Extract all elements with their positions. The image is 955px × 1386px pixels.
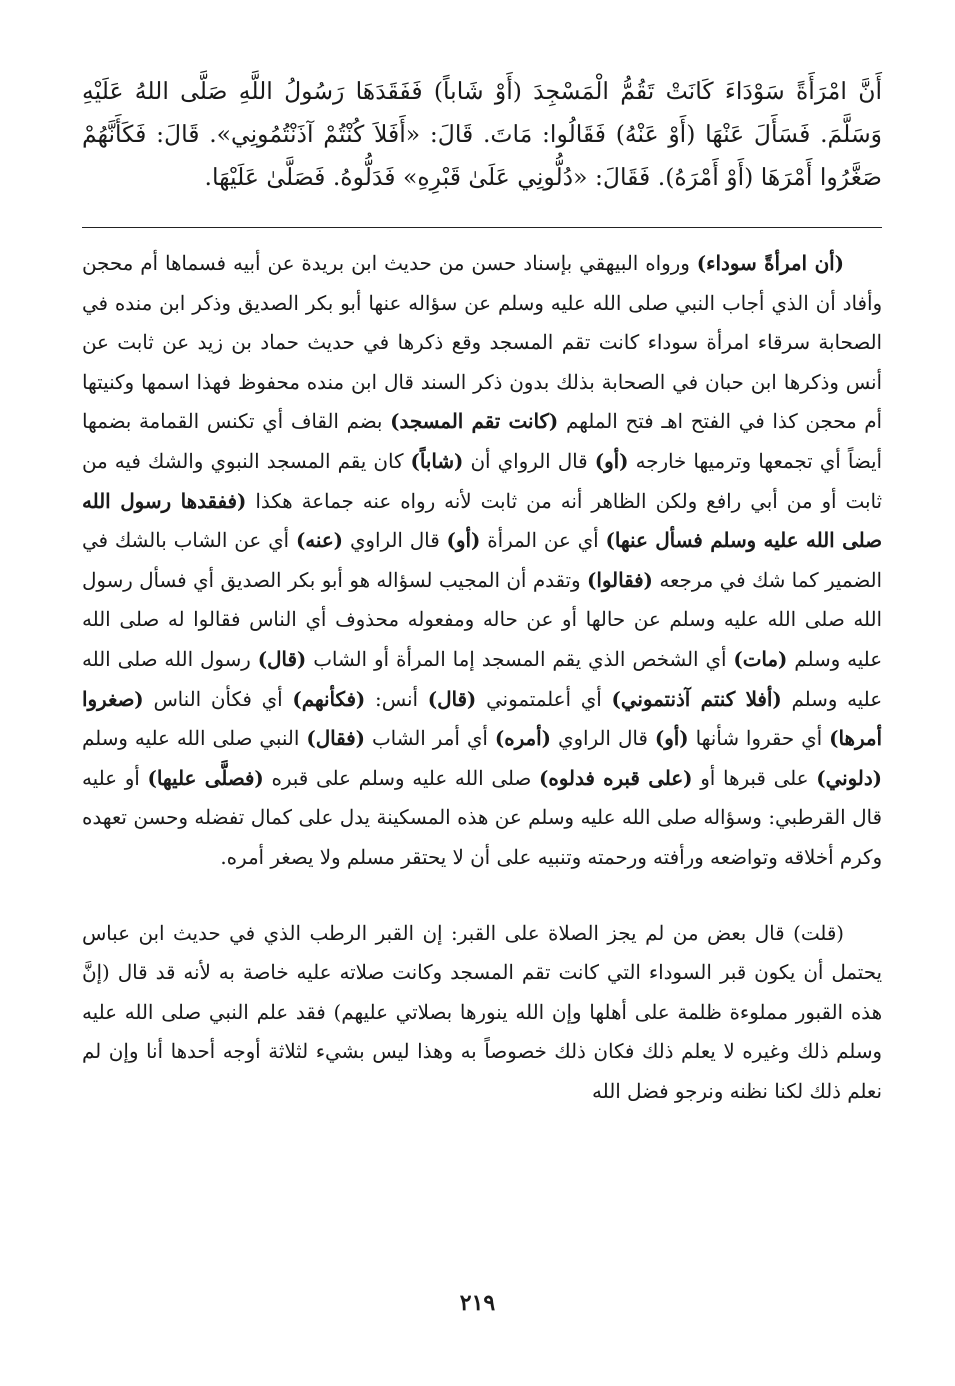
commentary-text: أي الشخص الذي يقم المسجد إما المرأة أو الشاب	[306, 647, 734, 671]
commentary-text: بضم القاف أي تكنس القمامة بضمها أيضاً أي تجمعها وترميها خارجه	[82, 410, 882, 473]
commentary-text: النبي صلى الله عليه وسلم	[82, 727, 307, 751]
quoted-phrase: (عنه)	[295, 528, 344, 553]
commentary-text: أي أمر الشاب	[364, 727, 495, 751]
commentary	[82, 244, 882, 1111]
commentary-text: رسول الله صلى الله عليه وسلم	[82, 647, 883, 711]
commentary-text: قال الراوي	[550, 727, 655, 751]
book-page	[82, 70, 882, 1111]
quoted-phrase: (فقال)	[306, 726, 365, 751]
quoted-phrase: (قال)	[257, 646, 307, 671]
commentary-text: أي أعلمتموني	[476, 687, 612, 711]
commentary-text: كان يقم المسجد النبوي والشك فيه من ثابت أو من أبي رافع ولكن الظاهر أنه من ثابت لأنه رواه عنه جماعة هكذا	[82, 449, 883, 513]
commentary-text: أي حقروا شأنها	[688, 727, 830, 751]
quoted-phrase: (أو)	[594, 448, 629, 473]
commentary-paragraph-2: (قلت) قال بعض من لم يجز الصلاة على القبر: إن القبر الرطب الذي في حديث ابن عباس يحتمل أن يكون قبر السوداء التي كانت تقم المسجد وكانت صلاته عليه خاصة به لأنه قد قال (إنَّ هذه القبور مملوءة ظلمة على أهلها وإن الله ينورها بصلاتي عليهم) فقد علم النبي صلى الله عليه وسلم ذلك وغيره لا يعلم ذلك فكان ذلك خصوصاً به وهذا ليس بشيء لثلاثة أوجه أحدها أنا وإن لم نعلم ذلك لكنا نظنه ونرجو فضل الله	[82, 921, 882, 1103]
quoted-phrase: (فصلَّى عليها)	[147, 765, 264, 790]
commentary-text: أو عليه قال القرطبي: وسؤاله صلى الله عليه وسلم عن هذه المسكينة يدل على كمال تفضله وحسن تعهده وكرم أخلاقه وتواضعه ورأفته ورحمته وتنبيه على أن لا يحتقر مسلم ولا يصغر أمره.	[82, 766, 882, 869]
commentary-text: أي عن المرأة	[480, 529, 606, 553]
commentary-text: قال الرواي أن	[463, 449, 595, 473]
quoted-phrase: (أو)	[446, 528, 481, 553]
quoted-phrase: (صغروا أمرها)	[82, 686, 882, 751]
quoted-phrase: (أن امرأةً سوداء)	[696, 251, 844, 275]
quoted-phrase: (أو)	[654, 726, 689, 751]
commentary-text: قال الراوي	[343, 529, 447, 553]
quoted-phrase: (دلوني)	[816, 765, 882, 790]
commentary-text: صلى الله عليه وسلم على قبره	[263, 766, 539, 790]
page-number: ٢١٩	[459, 1290, 496, 1316]
quoted-phrase: (ففقدها رسول الله صلى الله عليه وسلم فسأل عنها)	[82, 488, 882, 553]
commentary-text: أي عن الشاب بالشك في الضمير كما شك في مرجعه	[82, 529, 882, 592]
footnote-divider	[82, 227, 882, 228]
quoted-phrase: (مات)	[733, 646, 788, 671]
commentary-text: ورواه البيهقي بإسناد حسن من حديث ابن بريدة عن أبيه فسماها أم محجن وأفاد أن الذي أجاب النبي صلى الله عليه وسلم عن سؤاله عنها أبو بكر الصديق وذكر ابن منده في الصحابة سرقاء امرأة سوداء كانت تقم المسجد وقع ذكرها في حديث حماد بن زيد عن ثابت عن أنس وذكرها ابن حبان في الصحابة بذلك بدون ذكر السند قال ابن منده محفوظ فهذا اسمها وكنيتها أم محجن كذا في الفتح اهـ فتح الملهم	[82, 252, 882, 434]
quoted-phrase: (كانت تقم المسجد)	[390, 409, 559, 434]
commentary-text: أي فكأن الناس	[143, 687, 293, 711]
quoted-phrase: (أفلا كنتم آذنتموني)	[611, 686, 782, 711]
quoted-phrase: (فقالوا)	[586, 567, 653, 592]
quoted-phrase: (أمره)	[494, 726, 551, 751]
hadith-text: أَنَّ امْرَأَةً سَوْدَاءَ كَانَتْ تَقُمُّ الْمَسْجِدَ (أَوْ شَاباً) فَفَقَدَهَا رَسُولُ اللَّهِ صَلَّى اللهُ عَلَيْهِ وَسَلَّمَ. فَسَأَلَ عَنْهَا (أَوْ عَنْهُ) فَقَالُوا: مَاتَ. قَالَ: «أَفَلاَ كُنْتُمْ آذَنْتُمُونِي». قَالَ: فَكَأَنَّهُمْ صَغَّرُوا أَمْرَهَا (أَوْ أَمْرَهُ). فَقَالَ: «دُلُّونِي عَلَىٰ قَبْرِهِ» فَدَلُّوهُ. فَصَلَّىٰ عَلَيْهَا.	[82, 77, 882, 191]
commentary-paragraph-1	[82, 244, 882, 878]
quoted-phrase: (على قبره فدلوه)	[538, 765, 693, 790]
quoted-phrase: (قال)	[427, 686, 477, 711]
quoted-phrase: (شاباً)	[410, 448, 464, 473]
quoted-phrase: (فكأنهم)	[292, 686, 366, 711]
commentary-text: أنس:	[365, 687, 428, 711]
commentary-text: على قبرها أو	[692, 766, 817, 790]
commentary-text: وتقدم أن المجيب لسؤاله هو أبو بكر الصديق أي فسأل رسول الله صلى الله عليه وسلم عن حالها أو عن حاله ومفعوله محذوف أي الناس فقالوا له صلى الله عليه وسلم	[82, 568, 883, 671]
